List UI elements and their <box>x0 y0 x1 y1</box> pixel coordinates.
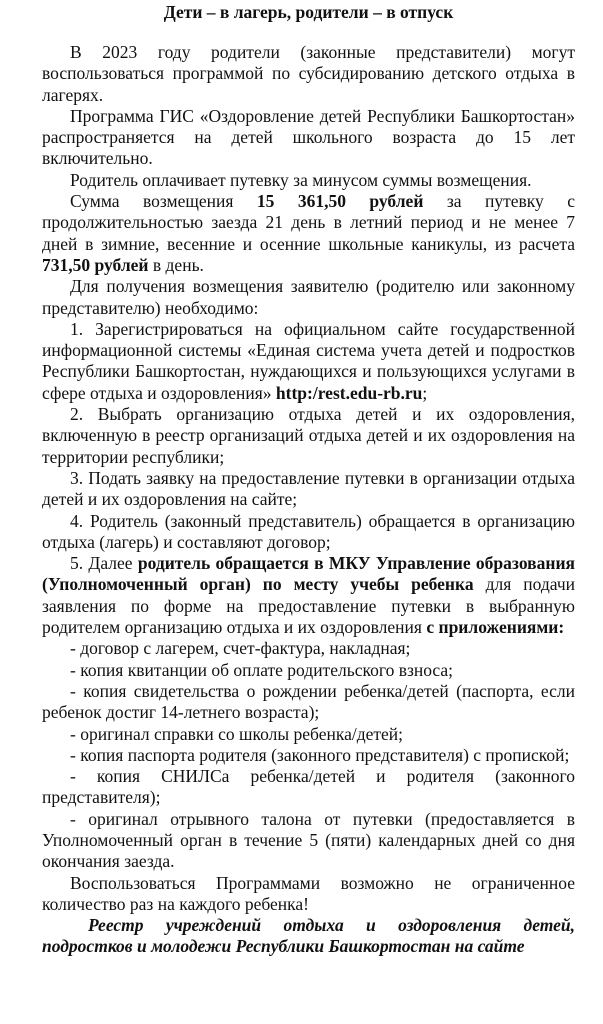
paragraph-payment: Родитель оплачивает путевку за минусом суммы возмещения. <box>70 169 532 190</box>
step-choose: 2. Выбрать организацию отдыха детей и их оздоровления, включенную в реестр организаций отдыха детей и их оздоровления на территории республики; <box>42 404 575 467</box>
amount-text-2: за путевку с продолжительностью заезда 21 день в летний период и не менее 7 дней в зимние, весенние и осенние школьные каникулы, из расчета <box>42 191 575 254</box>
amount-text-1: Сумма возмещения <box>70 191 257 212</box>
step-submit-text-2: для подачи заявления по форме на предоставление путевки в выбранную родителем организацию отдыха и их оздоровления <box>42 574 576 638</box>
paragraph-requirements: Для получения возмещения заявителю (родителю или законному представителю) необходимо: <box>42 276 575 318</box>
amount-daily: 731,50 рублей <box>42 254 149 275</box>
site-link: http:/rest.edu-rb.ru <box>275 382 423 403</box>
step-apply: 3. Подать заявку на предоставление путевки в организации отдыха детей и их оздоровления на сайте; <box>42 467 575 510</box>
step-submit-emphasis: родитель обращается в МКУ Управление образования (Уполномоченный орган) по месту учебы ребенка <box>42 553 575 595</box>
attachment-item: - договор с лагерем, счет-фактура, накладная; <box>70 638 411 659</box>
amount-total: 15 361,50 рублей <box>256 191 424 212</box>
step-register-text: 1. Зарегистрироваться на официальном сайте государственной информационной системы «Единая система учета детей и подростков Республики Башкортостан, нуждающихся и пользующихся услугами в сфере отдыха и оздоровления» <box>42 318 575 403</box>
attachment-item: - копия паспорта родителя (законного представителя) с пропиской; <box>70 744 570 765</box>
step-submit-attachments: с приложениями: <box>426 617 565 638</box>
document-title: Дети – в лагерь, родители – в отпуск <box>163 2 454 22</box>
paragraph-program: Программа ГИС «Оздоровление детей Республики Башкортостан» распространяется на детей школьного возраста до 15 лет включительно. <box>42 105 575 169</box>
attachment-item: - оригинал отрывного талона от путевки (предоставляется в Уполномоченный орган в течение 5 (пяти) календарных дней со дня окончания заезда. <box>42 808 575 872</box>
registry-note: Реестр учреждений отдыха и оздоровления детей, подростков и молодежи Республики Башкортостан на сайте <box>42 915 575 957</box>
attachment-item: - оригинал справки со школы ребенка/детей; <box>70 723 404 744</box>
amount-text-3: в день. <box>148 254 204 275</box>
paragraph-intro: В 2023 году родители (законные представители) могут воспользоваться программой по субсидированию детского отдыха в лагерях. <box>42 42 575 105</box>
attachment-item: - копия квитанции об оплате родительского взноса; <box>70 659 454 680</box>
step-submit <box>42 553 575 638</box>
step-register-end: ; <box>422 382 428 403</box>
step-submit-text-1: 5. Далее <box>70 553 138 574</box>
paragraph-amount <box>42 191 575 276</box>
step-register <box>42 319 575 404</box>
attachment-item: - копия СНИЛСа ребенка/детей и родителя (законного представителя); <box>42 766 575 808</box>
attachment-item: - копия свидетельства о рождении ребенка/детей (паспорта, если ребенок достиг 14-летнего возраста); <box>42 680 575 723</box>
closing-note: Воспользоваться Программами возможно не ограниченное количество раз на каждого ребенка! <box>42 872 575 914</box>
step-contract: 4. Родитель (законный представитель) обращается в организацию отдыха (лагерь) и составляют договор; <box>42 510 575 552</box>
